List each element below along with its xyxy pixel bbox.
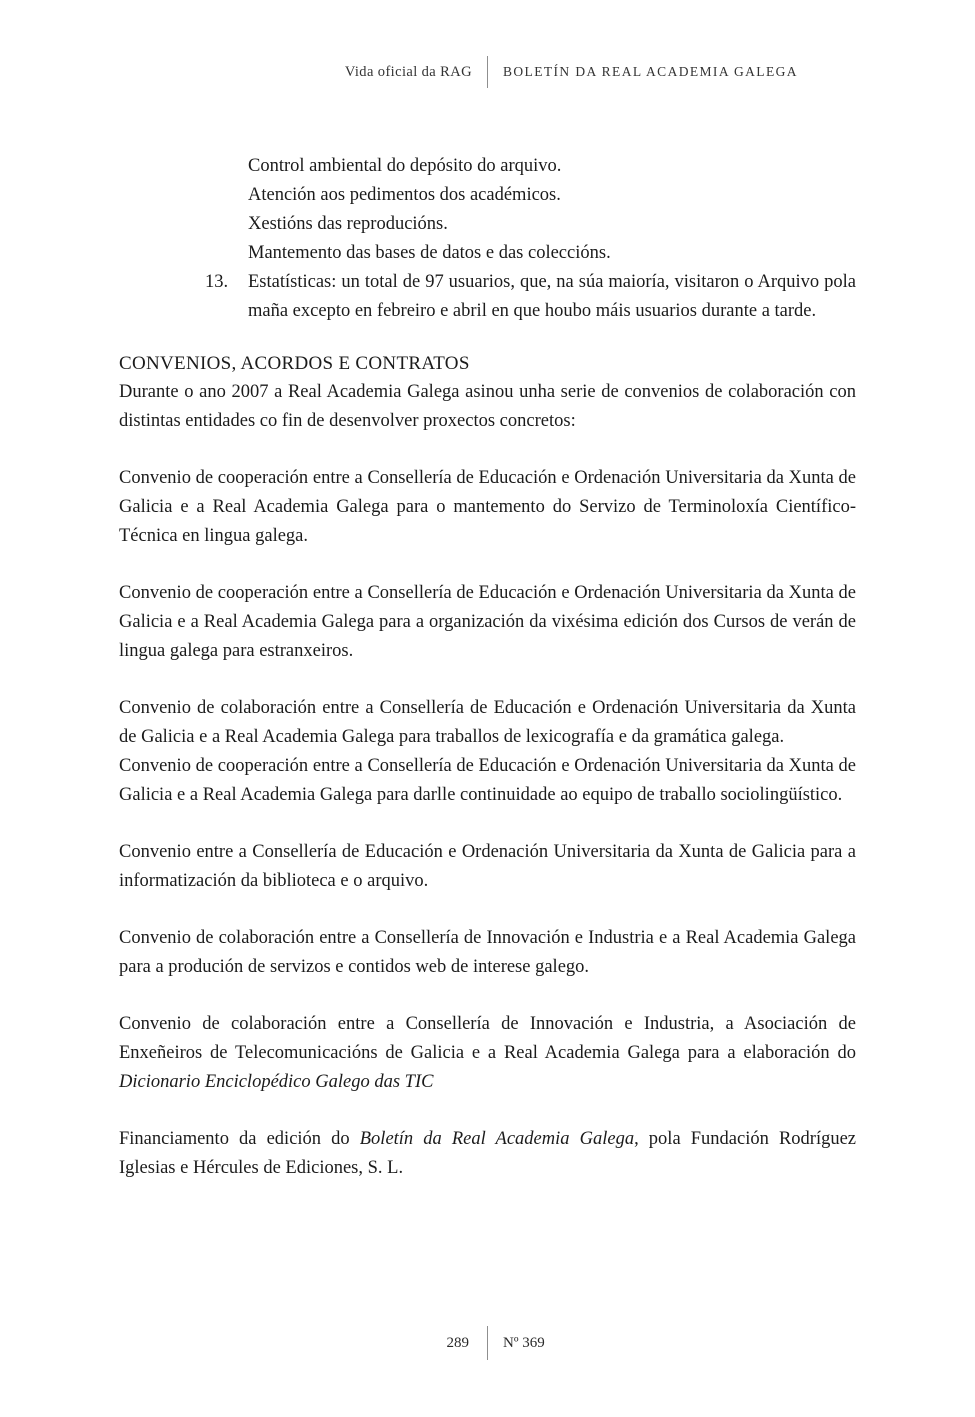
paragraph [119,752,856,810]
section-intro: Durante o ano 2007 a Real Academia Galega asinou unha serie de convenios de colaboración con distintas entidades co fin de desenvolver proxectos concretos: [119,382,856,431]
issue-number: Nº 369 [503,1334,545,1351]
work-title-italic: Dicionario Enciclopédico Galego das TIC [119,1072,434,1092]
paragraph-text: Convenio de cooperación entre a Consellería de Educación e Ordenación Universitaria da Xunta de Galicia e a Real Academia Galega para a organización da vixésima edición dos Cursos de verán de lingua galega para estranxeiros. [119,583,856,661]
paragraph-text: , pola Fundación Rodríguez Iglesias e Hércules de Ediciones, S. L. [119,1129,857,1178]
page-footer [0,1326,975,1360]
list-item-number: 13. [205,272,229,292]
list-item: Mantemento das bases de datos e das coleccións. [248,243,611,263]
paragraph [119,838,856,896]
paragraph [119,1125,856,1183]
page-number: 289 [446,1334,469,1351]
paragraph [119,924,856,982]
page-header [0,56,975,88]
section-heading: CONVENIOS, ACORDOS E CONTRATOS [119,353,470,374]
paragraph-text: Convenio de cooperación entre a Consellería de Educación e Ordenación Universitaria da Xunta de Galicia e a Real Academia Galega para o mantemento do Servizo de Terminoloxía Científico-Técnica en lingua galega. [119,468,856,546]
paragraph-text: Convenio de colaboración entre a Consellería de Innovación e Industria, a Asociación de Enxeñeiros de Telecomunicacións de Galicia e a Real Academia Galega para a elaboración do [119,1014,856,1063]
paragraph [119,464,856,551]
paragraph-text: Convenio de colaboración entre a Consellería de Innovación e Industria e a Real Academia Galega para a produción de servizos e contidos web de interese galego. [119,928,856,977]
paragraph [119,1010,856,1097]
header-section-label: Vida oficial da RAG [344,63,472,80]
list-item: Control ambiental do depósito do arquivo. [248,156,562,176]
work-title-italic: Boletín da Real Academia Galega [359,1129,635,1149]
paragraph-text: Financiamento da edición do [119,1129,360,1149]
paragraph [119,694,856,752]
paragraph [119,579,856,666]
list-item: Atención aos pedimentos dos académicos. [248,185,561,205]
archive-tasks-list [119,152,856,326]
sub-list [248,152,856,268]
paragraph-text: Convenio entre a Consellería de Educación e Ordenación Universitaria da Xunta de Galicia para a informatización da biblioteca e o arquivo. [119,842,856,891]
convenios-paragraphs [119,464,856,1183]
page-content [119,152,856,1183]
header-journal-title: BOLETÍN DA REAL ACADEMIA GALEGA [503,64,798,79]
list-item-13 [119,268,856,326]
paragraph-text: Convenio de colaboración entre a Consellería de Educación e Ordenación Universitaria da Xunta de Galicia e a Real Academia Galega para traballos de lexicografía e da gramática galega. [119,698,856,747]
list-item: Xestións das reproducións. [248,214,448,234]
list-item-text: Estatísticas: un total de 97 usuarios, que, na súa maioría, visitaron o Arquivo pola maña excepto en febreiro e abril en que houbo máis usuarios durante a tarde. [248,272,856,321]
paragraph-text: Convenio de cooperación entre a Consellería de Educación e Ordenación Universitaria da Xunta de Galicia e a Real Academia Galega para darlle continuidade ao equipo de traballo sociolingüístico. [119,756,856,805]
